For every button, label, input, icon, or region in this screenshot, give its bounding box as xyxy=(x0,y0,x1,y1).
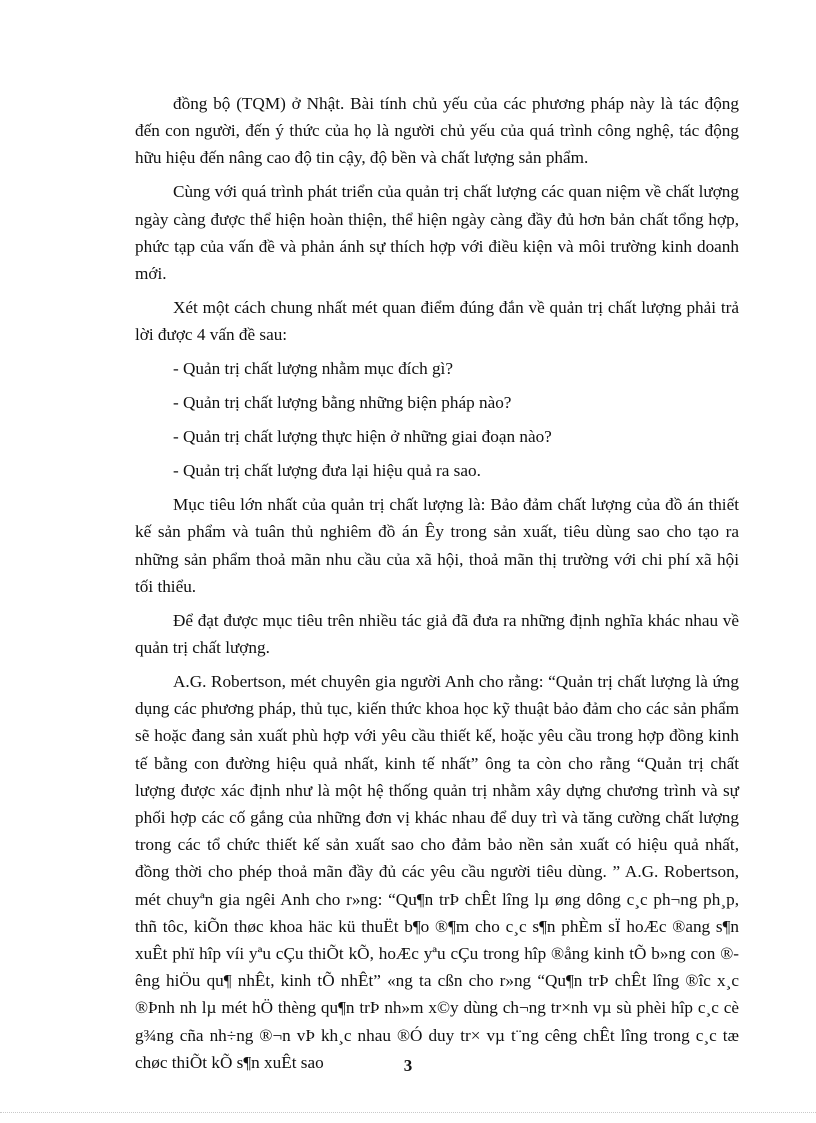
page-bottom-divider xyxy=(0,1112,816,1113)
paragraph-four-questions: Xét một cách chung nhất mét quan điểm đúng đắn về quản trị chất lượng phải trả lời được 4 vấn đề sau: xyxy=(135,298,739,345)
paragraph-definitions-intro: Để đạt được mục tiêu trên nhiều tác giả đã đưa ra những định nghĩa khác nhau về quản trị chất lượng. xyxy=(135,610,739,658)
list-item-purpose: - Quản trị chất lượng nhằm mục đích gì? xyxy=(173,359,453,379)
list-item-effectiveness: - Quản trị chất lượng đưa lại hiệu quả ra sao. xyxy=(173,461,481,481)
body-text xyxy=(135,90,739,1076)
paragraph-robertson-quote: A.G. Robertson, mét chuyên gia người Anh cho rằng: “Quản trị chất lượng là ứng dụng các phương pháp, thủ tục, kiến thức khoa học kỹ thuật bảo đảm cho các sản phẩm sẽ hoặc đang sản xuất phù hợp với yêu cầu thiết kế, hoặc yêu cầu trong hợp đồng kinh tế bằng con đường hiệu quả nhất, kinh tế nhất” ông ta còn cho rằng “Quản trị chất lượng được xác định như là một hệ thống quản trị nhằm xây dựng chương trình và sự phối hợp các cố gắng của những đơn vị khác nhau để duy trì và tăng cường chất lượng trong các tổ chức thiết kế sản xuất sao cho đảm bảo nền sản xuất có hiệu quả nhất, đồng thời cho phép thoả mãn đầy đủ các yêu cầu người tiêu dùng. ” A.G. Robertson, mét chuyªn gia ngêi Anh cho r»ng: “Qu¶n trÞ chÊt lîng lµ øng dông c¸c ph¬ng ph¸p, thñ tôc, kiÕn thøc khoa häc kü thuËt b¶o ®¶m cho c¸c s¶n phÈm sÏ hoÆc ®ang s¶n xuÊt phï hîp víi yªu cÇu thiÕt kÕ, hoÆc yªu cÇu trong hîp ®ång kinh tÕ b»ng con ®êng hiÖu qu¶ nhÊt, kinh tÕ nhÊt” «ng ta cßn cho r»ng “Qu¶n trÞ chÊt lîng ®îc x¸c ®Þnh nh lµ mét hÖ thèng qu¶n trÞ nh»m x©y dùng ch¬ng tr×nh vµ sù phèi hîp c¸c cè g¾ng cña nh÷ng ®¬n vÞ kh¸c nhau ®Ó duy tr× vµ t¨ng cêng chÊt lîng trong c¸c tæ chøc thiÕt kÕ s¶n xuÊt sao xyxy=(135,672,739,1072)
paragraph-main-objective: Mục tiêu lớn nhất của quản trị chất lượng là: Bảo đảm chất lượng của đồ án thiết kế sản phẩm và tuân thủ nghiêm đồ án Êy trong sản xuất, tiêu dùng sao cho tạo ra những sản phẩm thoả mãn nhu cầu của xã hội, thoả mãn thị trường với chi phí xã hội tối thiểu. xyxy=(135,495,739,596)
list-item-measures: - Quản trị chất lượng bằng những biện pháp nào? xyxy=(173,393,512,413)
list-item-stages: - Quản trị chất lượng thực hiện ở những giai đoạn nào? xyxy=(173,427,552,447)
paragraph-quality-concepts: Cùng với quá trình phát triển của quản trị chất lượng các quan niệm về chất lượng ngày càng được thể hiện hoàn thiện, thể hiện ngày càng đầy đủ hơn bản chất tổng hợp, phức tạp của vấn đề và phản ánh sự thích hợp với điều kiện và môi trường kinh doanh mới. xyxy=(135,182,739,284)
page-number: 3 xyxy=(403,1056,413,1075)
paragraph-tqm-intro: đồng bộ (TQM) ở Nhật. Bài tính chủ yếu của các phương pháp này là tác động đến con người, đến ý thức của họ là người chủ yếu của quá trình công nghệ, tác động hữu hiệu đến nâng cao độ tin cậy, độ bền và chất lượng sản phẩm. xyxy=(135,94,739,168)
